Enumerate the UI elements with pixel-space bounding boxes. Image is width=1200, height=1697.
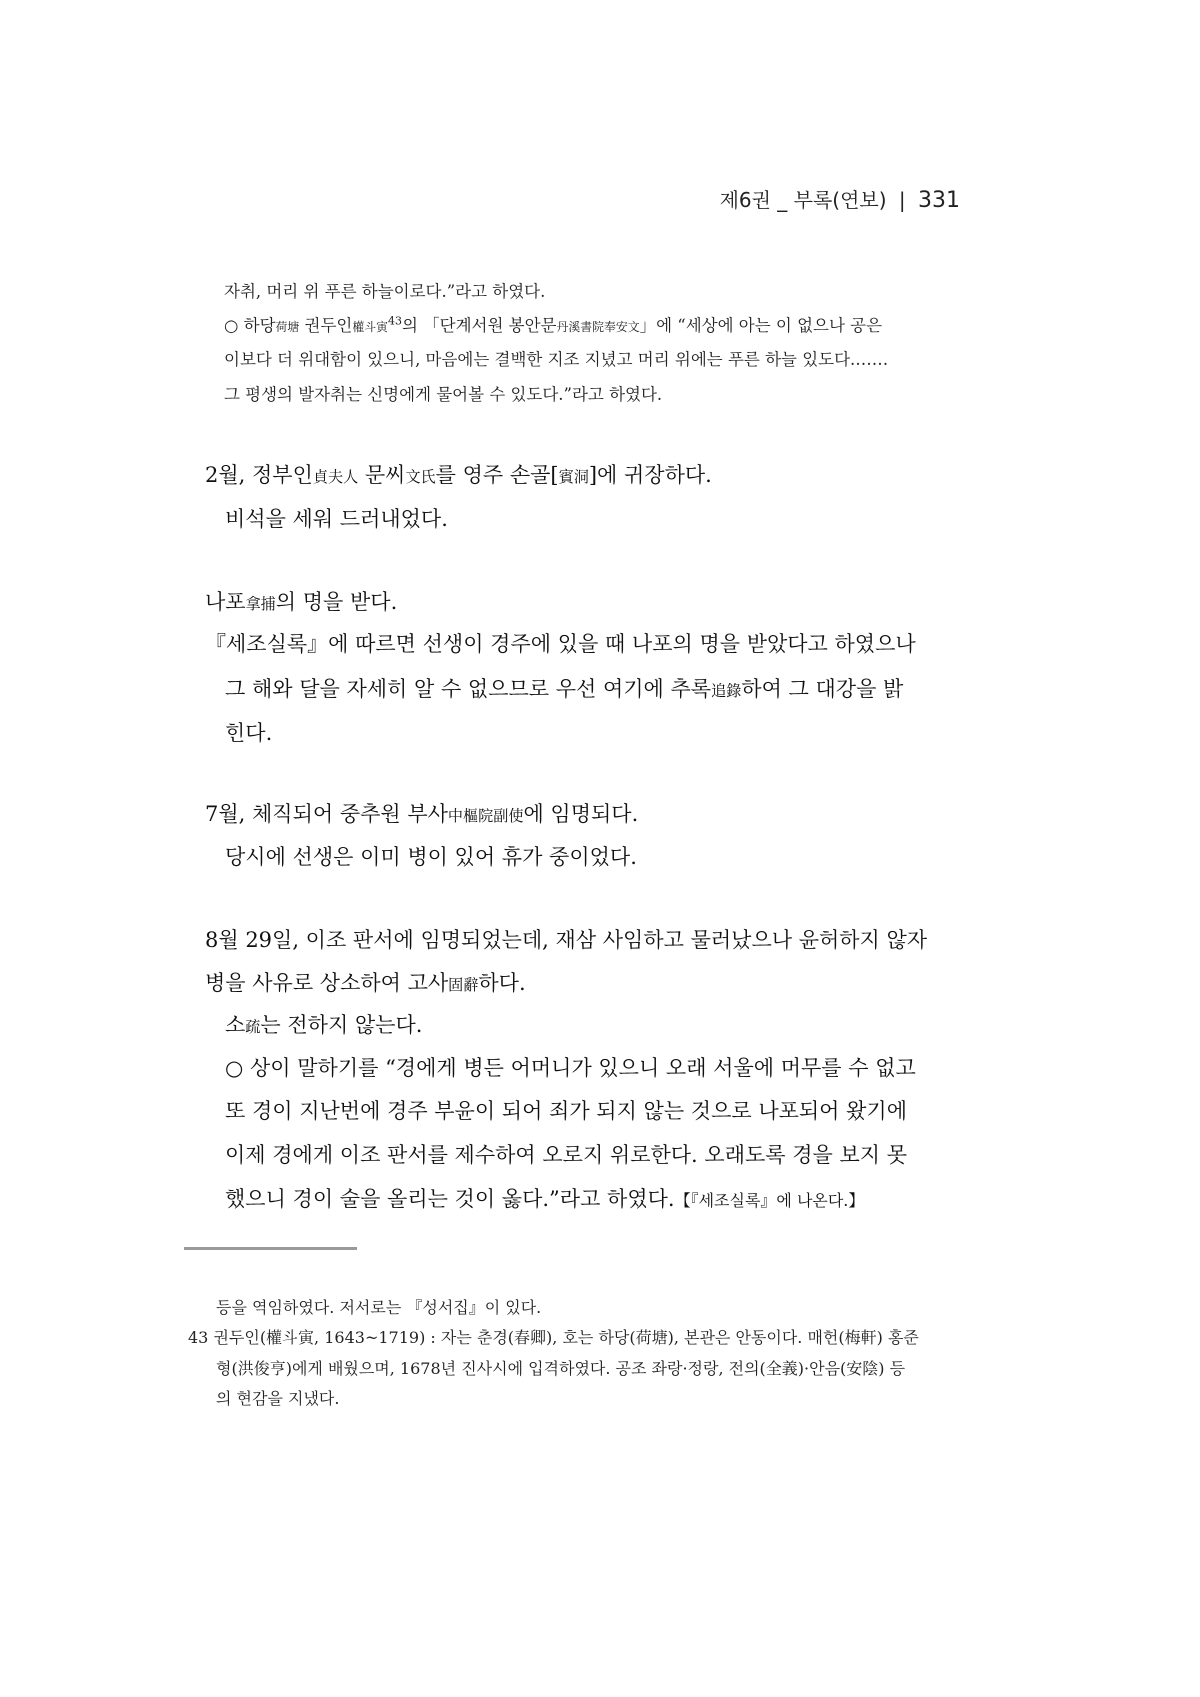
quote-text: 권두인 — [299, 316, 353, 335]
quote-text: 의 「단계서원 봉안문 — [401, 316, 557, 335]
entry-body: 이제 경에게 이조 판서를 제수하여 오로지 위로한다. 오래도록 경을 보지 못 — [225, 1143, 908, 1167]
page-number: 331 — [918, 188, 960, 213]
hanja: 追錄 — [711, 682, 742, 700]
footnote-43-line2: 형(洪俊亨)에게 배웠으며, 1678년 진사시에 입격하였다. 공조 좌랑·정랑, 전의(全義)·안음(安陰) 등 — [216, 1359, 906, 1378]
entry-body — [225, 1183, 864, 1213]
hanja: 丹溪書院奉安文 — [556, 320, 640, 334]
footnote-continuation: 등을 역임하였다. 저서로는 『성서집』이 있다. — [216, 1298, 542, 1317]
hanja: 荷塘 — [275, 320, 300, 334]
heading-text: 를 영주 손골[ — [435, 463, 559, 487]
hanja: 拿捕 — [245, 595, 276, 613]
footnote-divider — [184, 1247, 357, 1250]
quote-line-4: 그 평생의 발자취는 신명에게 물어볼 수 있도다.”라고 하였다. — [224, 385, 663, 404]
hanja: 文氏 — [405, 468, 436, 486]
heading-text: 2월, 정부인 — [205, 463, 313, 487]
hanja: 中樞院副使 — [447, 807, 524, 825]
heading-text: 에 임명되다. — [523, 802, 639, 826]
header-separator: | — [898, 188, 906, 212]
hanja: 權斗寅 — [352, 320, 388, 334]
footnote-43-line3: 의 현감을 지냈다. — [216, 1389, 340, 1408]
hanja: 疏 — [245, 1018, 261, 1036]
entry-body — [225, 673, 903, 703]
heading-text: 7월, 체직되어 중추원 부사 — [205, 802, 448, 826]
body-text: 하여 그 대강을 밝 — [741, 677, 904, 701]
entry-body: 힌다. — [225, 721, 273, 745]
footnote-43: 43 권두인(權斗寅, 1643~1719) : 자는 춘경(春卿), 호는 하당(荷塘), 본관은 안동이다. 매헌(梅軒) 홍준 — [188, 1328, 919, 1347]
hanja: 賓洞 — [558, 468, 589, 486]
heading-text: 나포 — [205, 590, 246, 614]
heading-text: 문씨 — [358, 463, 406, 487]
heading-text: ]에 귀장하다. — [588, 463, 712, 487]
entry-body: 비석을 세워 드러내었다. — [225, 507, 448, 531]
entry-body: 『세조실록』에 따르면 선생이 경주에 있을 때 나포의 명을 받았다고 하였으나 — [205, 632, 916, 656]
heading-text: 병을 사유로 상소하여 고사 — [205, 971, 449, 995]
quote-line-3: 이보다 더 위대함이 있으니, 마음에는 결백한 지조 지녔고 머리 위에는 푸른 하늘 있도다.…… — [224, 350, 889, 369]
quote-text: 」에 “세상에 아는 이 없으나 공은 — [639, 316, 883, 335]
header-title: 제6권 _ 부록(연보) — [719, 188, 887, 212]
heading-text: 하다. — [478, 971, 526, 995]
source-citation: 【『세조실록』에 나온다.】 — [674, 1191, 865, 1210]
entry-heading — [205, 967, 526, 997]
heading-text: 의 명을 받다. — [275, 590, 398, 614]
hanja: 貞夫人 — [312, 468, 359, 486]
running-header — [720, 184, 960, 213]
body-text: 소 — [225, 1013, 246, 1037]
entry-body — [225, 1009, 422, 1039]
quote-text: ○ 하당 — [224, 316, 276, 335]
footnote-ref[interactable]: 43 — [387, 314, 402, 328]
quote-line-2 — [224, 312, 882, 336]
entry-heading: 8월 29일, 이조 판서에 임명되었는데, 재삼 사임하고 물러났으나 윤허하지 않자 — [205, 928, 928, 952]
entry-body: 당시에 선생은 이미 병이 있어 휴가 중이었다. — [225, 845, 637, 869]
hanja: 固辭 — [448, 976, 479, 994]
entry-body: ○ 상이 말하기를 “경에게 병든 어머니가 있으니 오래 서울에 머무를 수 없고 — [225, 1056, 916, 1080]
entry-heading — [205, 586, 397, 616]
entry-heading — [205, 798, 638, 828]
body-text: 그 해와 달을 자세히 알 수 없으므로 우선 여기에 추록 — [225, 677, 712, 701]
body-text: 했으니 경이 술을 올리는 것이 옳다.”라고 하였다. — [225, 1187, 675, 1211]
quote-line-1: 자취, 머리 위 푸른 하늘이로다.”라고 하였다. — [224, 282, 546, 301]
entry-body: 또 경이 지난번에 경주 부윤이 되어 죄가 되지 않는 것으로 나포되어 왔기에 — [225, 1099, 908, 1123]
body-text: 는 전하지 않는다. — [260, 1013, 423, 1037]
entry-heading — [205, 459, 712, 489]
